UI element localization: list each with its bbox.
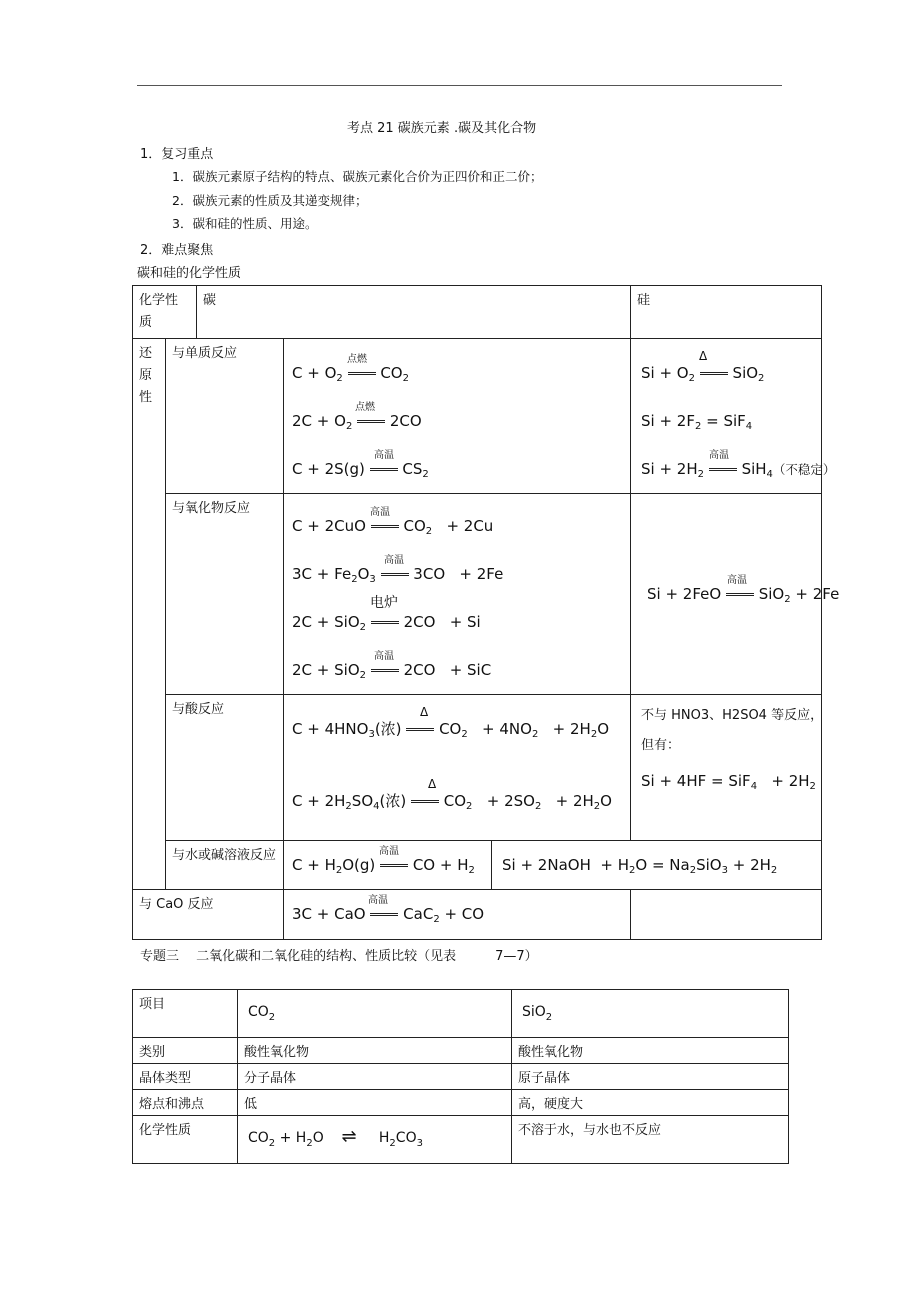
eq-c-h2so4: $C + 2H_2SO_4$(浓) Δ $CO_2 + 2SO_2 + 2H_2O$	[292, 777, 612, 812]
silicon-simple-cell	[631, 339, 836, 494]
eq-2c-o2-2co: $2C + O_2$ 点燃 2CO	[292, 402, 422, 432]
reducing-label: 还原性	[133, 339, 166, 890]
carbon-acid-cell	[284, 695, 631, 841]
silicon-acid-cell	[631, 695, 822, 841]
carbon-water-cell	[284, 841, 492, 890]
eq-si-naoh: Si + 2NaOH + $H_2O = Na_2SiO_3 + 2H_2$	[502, 856, 778, 876]
eq-c-fe2o3: $3C + Fe_2O_3$ 高温 3CO + 2Fe	[292, 555, 504, 585]
t2-header-co2: $CO_2$	[238, 990, 512, 1038]
t2-row-label: 类别	[133, 1038, 238, 1064]
eq-si-h2-sih4: $Si + 2H_2$ 高温 SiH$_4$（不稳定）	[641, 450, 836, 480]
t2-cell: 酸性氧化物	[512, 1038, 789, 1064]
section-2-label: 2．难点聚焦	[140, 243, 214, 258]
eq-c-hno3: $C + 4HNO_3$(浓) Δ $CO_2 + 4NO_2 + 2H_2O$	[292, 705, 609, 740]
table-1-subtitle: 碳和硅的化学性质	[137, 266, 242, 281]
eq-c-sio2-sic: 2C + SiO$_2$ 高温 2CO + SiC	[292, 651, 492, 681]
row-label-water: 与水或碱溶液反应	[166, 841, 284, 890]
silicon-oxide-cell	[631, 494, 840, 695]
row-label-oxide: 与氧化物反应	[166, 494, 284, 695]
section-1-label: 1．复习重点	[140, 147, 214, 162]
eq-c-h2o: $C + H_2O(g)$ 高温 CO + $H_2$	[292, 846, 475, 876]
t2-row-label: 晶体类型	[133, 1064, 238, 1090]
carbon-simple-cell	[284, 339, 631, 494]
eq-si-feo: Si + 2FeO 高温 SiO$_2$ + 2Fe	[647, 575, 840, 605]
carbon-oxide-cell	[284, 494, 631, 695]
row-label-cao: 与 CaO 反应	[133, 890, 284, 940]
t2-row-label: 熔点和沸点	[133, 1090, 238, 1116]
eq-co2-h2o-h2co3: $CO_2 + H_2O$ ⇌ $H_2CO_3$	[238, 1116, 512, 1164]
t2-cell: 分子晶体	[238, 1064, 512, 1090]
review-item-1: 1．碳族元素原子结构的特点、碳族元素化合价为正四价和正二价；	[172, 169, 543, 184]
header-silicon: 硅	[631, 286, 822, 339]
t2-cell: 不溶于水，与水也不反应	[512, 1116, 789, 1164]
eq-c-sio2-si: 2C + SiO$_2$ 电炉 2CO + Si	[292, 595, 481, 633]
t2-cell: 酸性氧化物	[238, 1038, 512, 1064]
carbon-cao-cell	[284, 890, 631, 940]
t2-header-item: 项目	[133, 990, 238, 1038]
header-carbon: 碳	[197, 286, 631, 339]
silicon-acid-note: 不与 HNO3、H2SO4 等反应，	[641, 708, 824, 723]
eq-si-o2-sio2: $Si + O_2$ Δ SiO$_2$	[641, 349, 765, 384]
eq-c-cuo: C + 2CuO 高温 $CO_2 + 2Cu$	[292, 507, 494, 537]
silicon-acid-but: 但有：	[641, 738, 681, 753]
eq-si-f2-sif4: $Si + 2F_2 = SiF_4$	[641, 412, 753, 432]
eq-c-o2-co2: $C + O_2$ 点燃 $CO_2$	[292, 354, 409, 384]
eq-c-cao: 3C + CaO 高温 CaC$_2$ + CO	[292, 895, 485, 925]
header-chemical-property: 化学性质	[133, 286, 197, 339]
silicon-water-cell	[492, 841, 822, 890]
review-item-3: 3．碳和硅的性质、用途。	[172, 216, 318, 231]
t2-cell: 高，硬度大	[512, 1090, 789, 1116]
page-title: 考点 21 碳族元素 .碳及其化合物	[347, 121, 537, 136]
carbon-silicon-properties-table	[132, 285, 840, 940]
eq-c-s-cs2: C + 2S(g) 高温 $CS_2$	[292, 450, 429, 480]
co2-sio2-comparison-table	[132, 989, 789, 1164]
header-rule	[137, 85, 782, 86]
review-item-2: 2．碳族元素的性质及其递变规律；	[172, 193, 368, 208]
t2-row-label: 化学性质	[133, 1116, 238, 1164]
t2-cell: 低	[238, 1090, 512, 1116]
t2-header-sio2: SiO$_2$	[512, 990, 789, 1038]
eq-si-hf: $Si + 4HF = SiF_4 + 2H_2$	[641, 772, 816, 792]
t2-cell: 原子晶体	[512, 1064, 789, 1090]
row-label-simple: 与单质反应	[166, 339, 284, 494]
topic-3-heading: 专题三 二氧化碳和二氧化硅的结构、性质比较（见表 7—7）	[140, 949, 538, 964]
silicon-cao-cell-empty	[631, 890, 822, 940]
row-label-acid: 与酸反应	[166, 695, 284, 841]
